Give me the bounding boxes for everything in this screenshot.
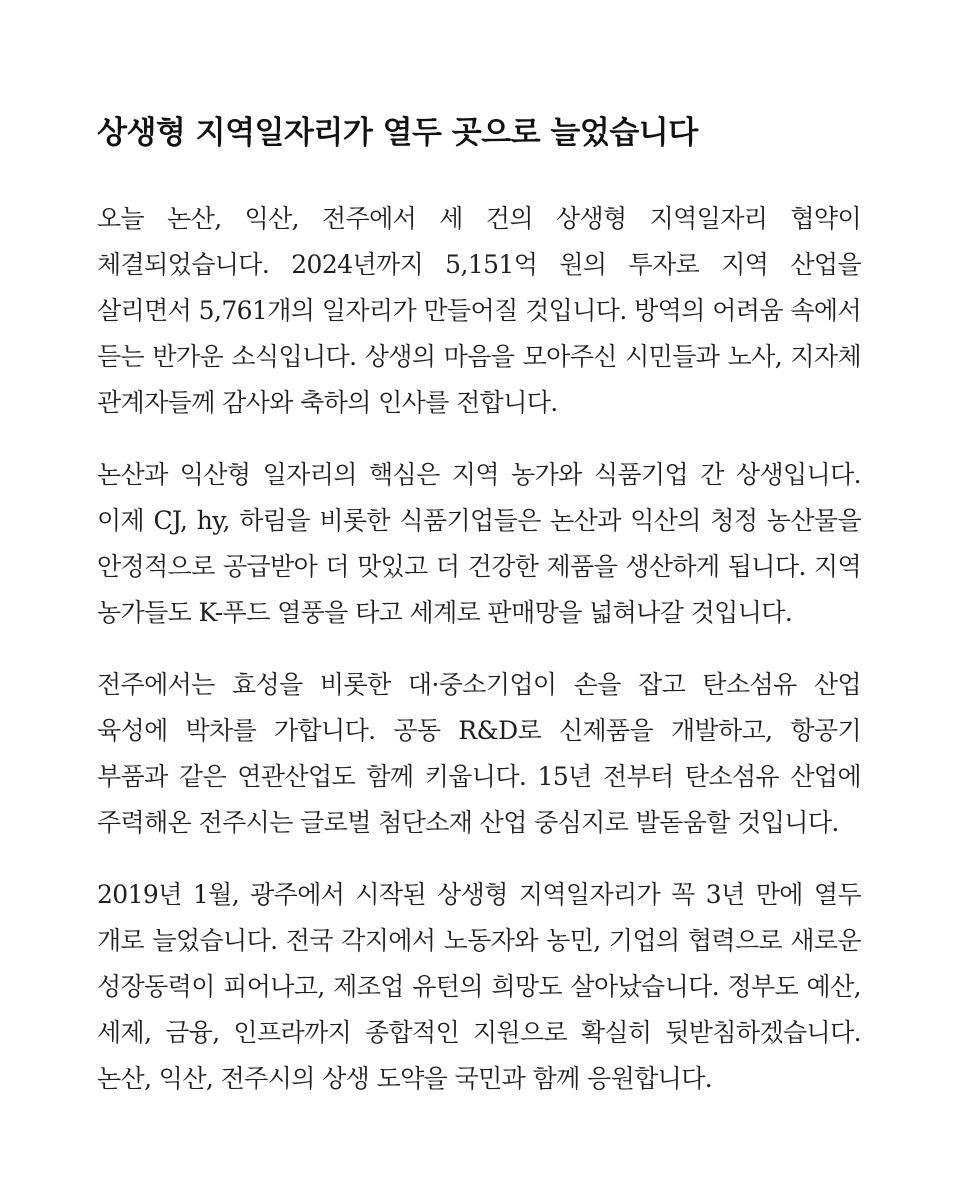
paragraph-2: 논산과 익산형 일자리의 핵심은 지역 농가와 식품기업 간 상생입니다. 이제 CJ, hy, 하림을 비롯한 식품기업들은 논산과 익산의 청정 농산물을 안정적으로 공급받아 더 맛있고 더 건강한 제품을 생산하게 됩니다. 지역 농가들도 K-푸드 열풍을 타고 세계로 판매망을 넓혀나갈 것입니다. xyxy=(97,460,861,627)
document-body xyxy=(97,108,861,1102)
paragraph-4: 2019년 1월, 광주에서 시작된 상생형 지역일자리가 꼭 3년 만에 열두 개로 늘었습니다. 전국 각지에서 노동자와 농민, 기업의 협력으로 새로운 성장동력이 피어나고, 제조업 유턴의 희망도 살아났습니다. 정부도 예산, 세제, 금융, 인프라까지 종합적인 지원으로 확실히 뒷받침하겠습니다. 논산, 익산, 전주시의 상생 도약을 국민과 함께 응원합니다. xyxy=(97,880,861,1093)
paragraph-3: 전주에서는 효성을 비롯한 대·중소기업이 손을 잡고 탄소섬유 산업 육성에 박차를 가합니다. 공동 R&D로 신제품을 개발하고, 항공기 부품과 같은 연관산업도 함께 키웁니다. 15년 전부터 탄소섬유 산업에 주력해온 전주시는 글로벌 첨단소재 산업 중심지로 발돋움할 것입니다. xyxy=(97,670,861,837)
paragraph-1: 오늘 논산, 익산, 전주에서 세 건의 상생형 지역일자리 협약이 체결되었습니다. 2024년까지 5,151억 원의 투자로 지역 산업을 살리면서 5,761개의 일자리가 만들어질 것입니다. 방역의 어려움 속에서 듣는 반가운 소식입니다. 상생의 마음을 모아주신 시민들과 노사, 지자체 관계자들께 감사와 축하의 인사를 전합니다. xyxy=(97,204,861,417)
document-title: 상생형 지역일자리가 열두 곳으로 늘었습니다 xyxy=(97,115,698,151)
